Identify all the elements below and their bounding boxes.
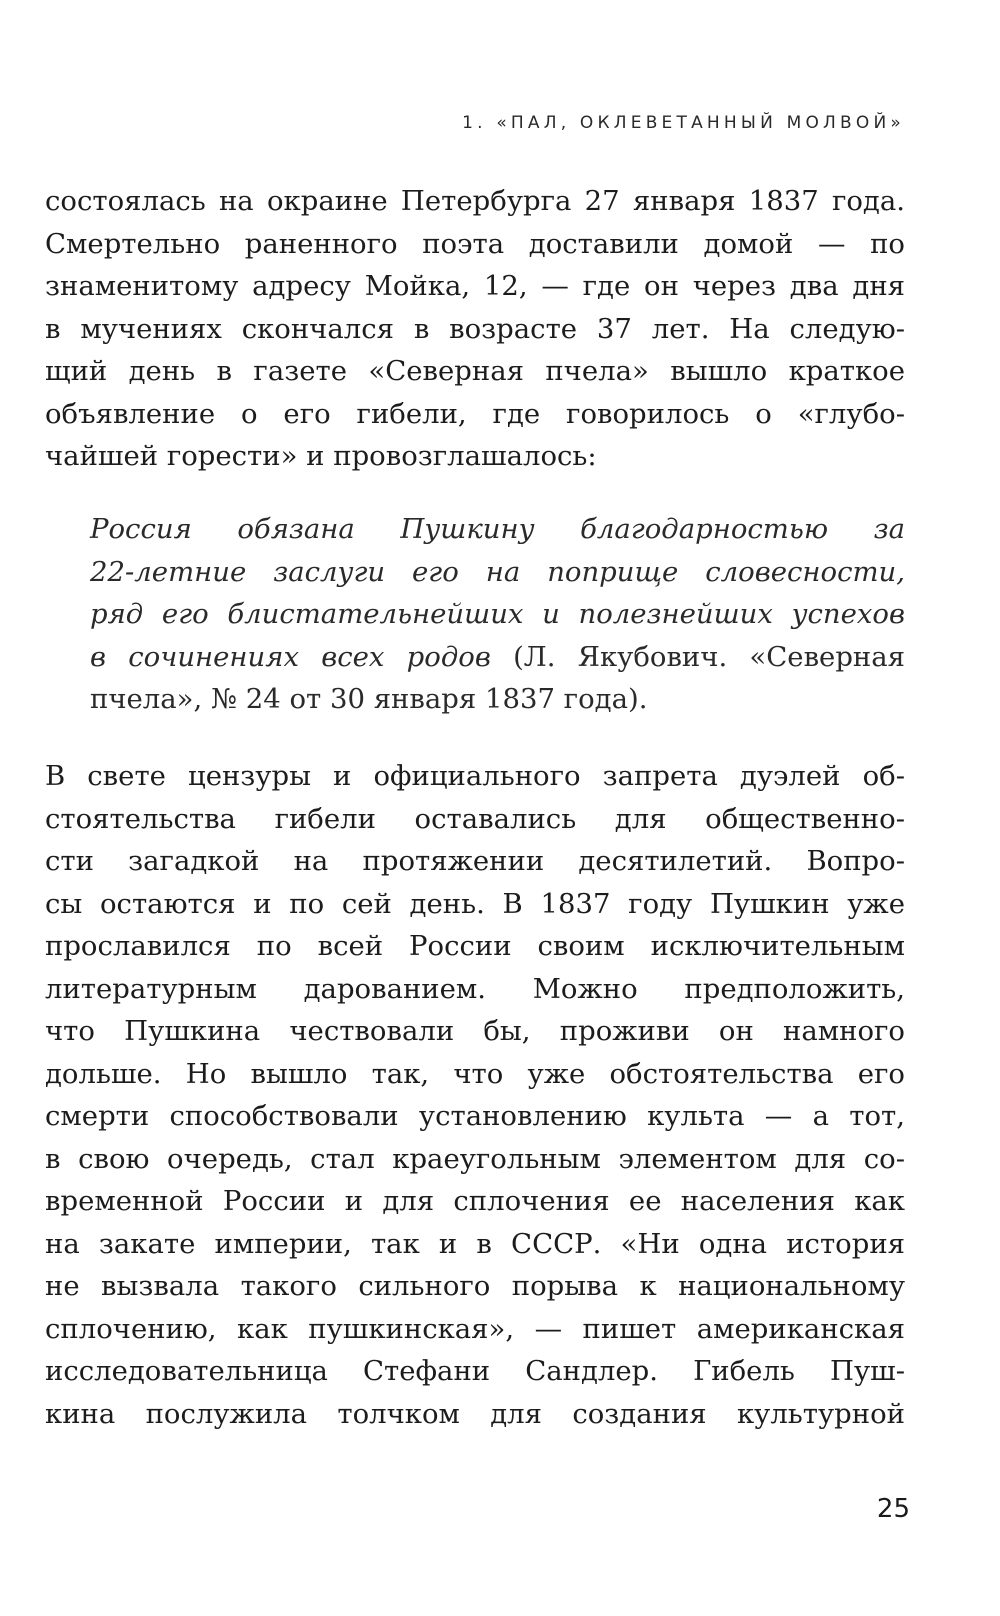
text-line: щий день в газете «Северная пчела» вышло краткое [45,355,905,387]
text-line: дольше. Но вышло так, что уже обстоятельства его [45,1057,905,1090]
text-line: временной России и для сплочения ее населения как [45,1185,905,1217]
quote-line [90,508,905,551]
text-line: кина послужила толчком для создания культурной [45,1397,905,1430]
text-line: литературным дарованием. Можно предположить, [45,972,905,1005]
quote-line [90,593,905,636]
text-line: сти загадкой на протяжении десятилетий. Вопро- [45,845,905,877]
quote-italic-text: Россия обязана Пушкину благодарностью за [90,513,905,545]
text-line: смерти способствовали установлению культа — а тот, [45,1100,905,1132]
page-number: 25 [876,1494,910,1524]
text-line: Смертельно раненного поэта доставили домой — по [45,227,905,260]
paragraph-1 [45,180,905,478]
paragraph-2 [45,755,905,1435]
text-line: прославился по всей России своим исключительным [45,930,905,962]
block-quote [90,508,905,721]
quote-line [90,551,905,594]
text-line: стоятельства гибели оставались для общественно- [45,802,905,835]
text-line: на закате империи, так и в СССР. «Ни одна история [45,1227,905,1260]
text-line: что Пушкина чествовали бы, проживи он намного [45,1015,905,1047]
text-line: в свою очередь, стал краеугольным элементом для со- [45,1142,905,1175]
quote-citation: (Л. Якубович. «Северная [490,640,906,673]
quote-italic-text: в сочинениях всех родов [90,640,491,673]
text-line: сплочению, как пушкинская», — пишет американская [45,1312,905,1345]
quote-italic-text: ряд его блистательнейших и полезнейших успехов [90,598,905,630]
text-line: в мучениях скончался в возрасте 37 лет. На следую- [45,312,905,345]
running-head: 1. «ПАЛ, ОКЛЕВЕТАННЫЙ МОЛВОЙ» [462,113,905,133]
text-line: знаменитому адресу Мойка, 12, — где он через два дня [45,270,905,302]
quote-line [90,636,905,679]
quote-citation: пчела», № 24 от 30 января 1837 года). [90,683,648,715]
text-line: чайшей горести» и провозглашалось: [45,440,597,472]
quote-italic-text: 22-летние заслуги его на поприще словесности, [90,555,905,588]
text-line: состоялась на окраине Петербурга 27 января 1837 года. [45,185,905,217]
text-line: исследовательница Стефани Сандлер. Гибель Пуш- [45,1355,905,1387]
text-line: В свете цензуры и официального запрета дуэлей об- [45,760,905,792]
text-line: сы остаются и по сей день. В 1837 году Пушкин уже [45,887,905,920]
text-line: не вызвала такого сильного порыва к национальному [45,1270,905,1302]
text-line: объявление о его гибели, где говорилось о «глубо- [45,397,905,430]
